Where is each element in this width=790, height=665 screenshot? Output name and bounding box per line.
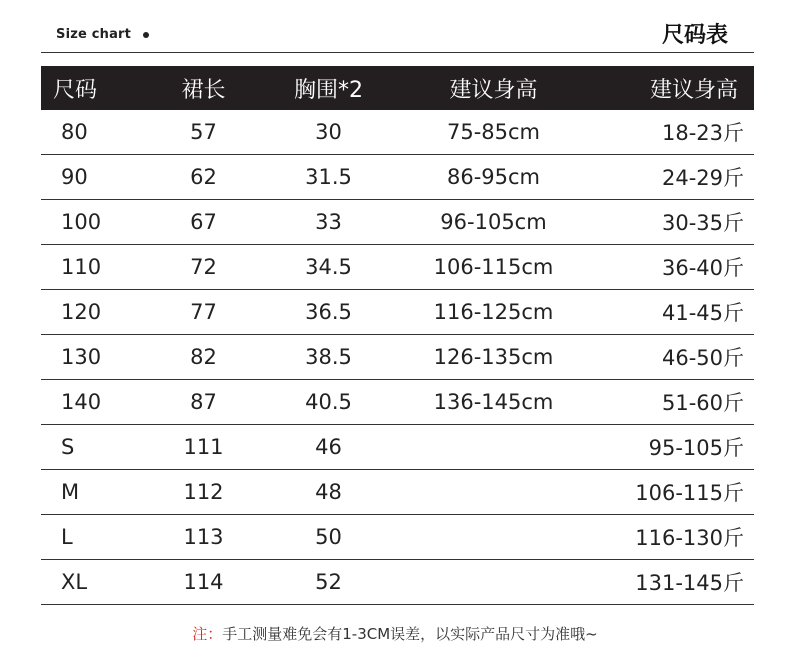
table-row bbox=[41, 425, 754, 470]
cell-height bbox=[391, 515, 596, 560]
cell-height: 116-125cm bbox=[391, 290, 596, 335]
cell-weight: 24-29斤 bbox=[596, 155, 754, 200]
cell-length: 112 bbox=[141, 470, 266, 515]
table-row bbox=[41, 155, 754, 200]
note-text: 手工测量难免会有1-3CM误差，以实际产品尺寸为准哦~ bbox=[222, 625, 598, 643]
cell-height: 86-95cm bbox=[391, 155, 596, 200]
cell-chest: 40.5 bbox=[266, 380, 391, 425]
column-header-weight: 建议身高 bbox=[596, 66, 754, 110]
cell-size: M bbox=[41, 470, 141, 515]
cell-length: 57 bbox=[141, 110, 266, 155]
cell-chest: 48 bbox=[266, 470, 391, 515]
cell-weight: 116-130斤 bbox=[596, 515, 754, 560]
cell-weight: 51-60斤 bbox=[596, 380, 754, 425]
table-row bbox=[41, 515, 754, 560]
cell-height: 126-135cm bbox=[391, 335, 596, 380]
note-label: 注： bbox=[192, 625, 223, 643]
table-row bbox=[41, 380, 754, 425]
size-chart-header bbox=[41, 14, 754, 53]
cell-chest: 31.5 bbox=[266, 155, 391, 200]
bullet-dot-icon bbox=[143, 32, 149, 38]
column-header-size: 尺码 bbox=[41, 66, 141, 110]
cell-weight: 46-50斤 bbox=[596, 335, 754, 380]
cell-size: 90 bbox=[41, 155, 141, 200]
cell-weight: 41-45斤 bbox=[596, 290, 754, 335]
cell-height bbox=[391, 470, 596, 515]
column-header-length: 裙长 bbox=[141, 66, 266, 110]
cell-weight: 106-115斤 bbox=[596, 470, 754, 515]
cell-length: 67 bbox=[141, 200, 266, 245]
column-header-chest: 胸围*2 bbox=[266, 66, 391, 110]
measurement-note bbox=[0, 623, 790, 644]
cell-chest: 36.5 bbox=[266, 290, 391, 335]
cell-length: 111 bbox=[141, 425, 266, 470]
cell-weight: 36-40斤 bbox=[596, 245, 754, 290]
cell-size: L bbox=[41, 515, 141, 560]
cell-weight: 131-145斤 bbox=[596, 560, 754, 605]
cell-height: 136-145cm bbox=[391, 380, 596, 425]
cell-size: 130 bbox=[41, 335, 141, 380]
cell-length: 77 bbox=[141, 290, 266, 335]
size-table bbox=[41, 66, 754, 605]
cell-chest: 33 bbox=[266, 200, 391, 245]
size-chart-title-en: Size chart bbox=[56, 27, 132, 42]
cell-length: 87 bbox=[141, 380, 266, 425]
table-row bbox=[41, 290, 754, 335]
cell-chest: 50 bbox=[266, 515, 391, 560]
table-row bbox=[41, 470, 754, 515]
cell-size: 120 bbox=[41, 290, 141, 335]
cell-height bbox=[391, 560, 596, 605]
cell-weight: 18-23斤 bbox=[596, 110, 754, 155]
table-row bbox=[41, 245, 754, 290]
table-row bbox=[41, 110, 754, 155]
table-row bbox=[41, 560, 754, 605]
cell-chest: 34.5 bbox=[266, 245, 391, 290]
cell-length: 72 bbox=[141, 245, 266, 290]
cell-size: 80 bbox=[41, 110, 141, 155]
cell-size: XL bbox=[41, 560, 141, 605]
cell-length: 82 bbox=[141, 335, 266, 380]
table-row bbox=[41, 335, 754, 380]
cell-height: 106-115cm bbox=[391, 245, 596, 290]
cell-size: 140 bbox=[41, 380, 141, 425]
table-row bbox=[41, 200, 754, 245]
cell-length: 114 bbox=[141, 560, 266, 605]
cell-chest: 46 bbox=[266, 425, 391, 470]
cell-height: 75-85cm bbox=[391, 110, 596, 155]
cell-size: 110 bbox=[41, 245, 141, 290]
column-header-height: 建议身高 bbox=[391, 66, 596, 110]
cell-chest: 38.5 bbox=[266, 335, 391, 380]
cell-weight: 95-105斤 bbox=[596, 425, 754, 470]
table-header-row bbox=[41, 66, 754, 110]
cell-height bbox=[391, 425, 596, 470]
cell-chest: 30 bbox=[266, 110, 391, 155]
cell-weight: 30-35斤 bbox=[596, 200, 754, 245]
cell-size: S bbox=[41, 425, 141, 470]
cell-height: 96-105cm bbox=[391, 200, 596, 245]
cell-size: 100 bbox=[41, 200, 141, 245]
cell-length: 113 bbox=[141, 515, 266, 560]
cell-chest: 52 bbox=[266, 560, 391, 605]
size-chart-title-cn: 尺码表 bbox=[661, 23, 728, 48]
cell-length: 62 bbox=[141, 155, 266, 200]
